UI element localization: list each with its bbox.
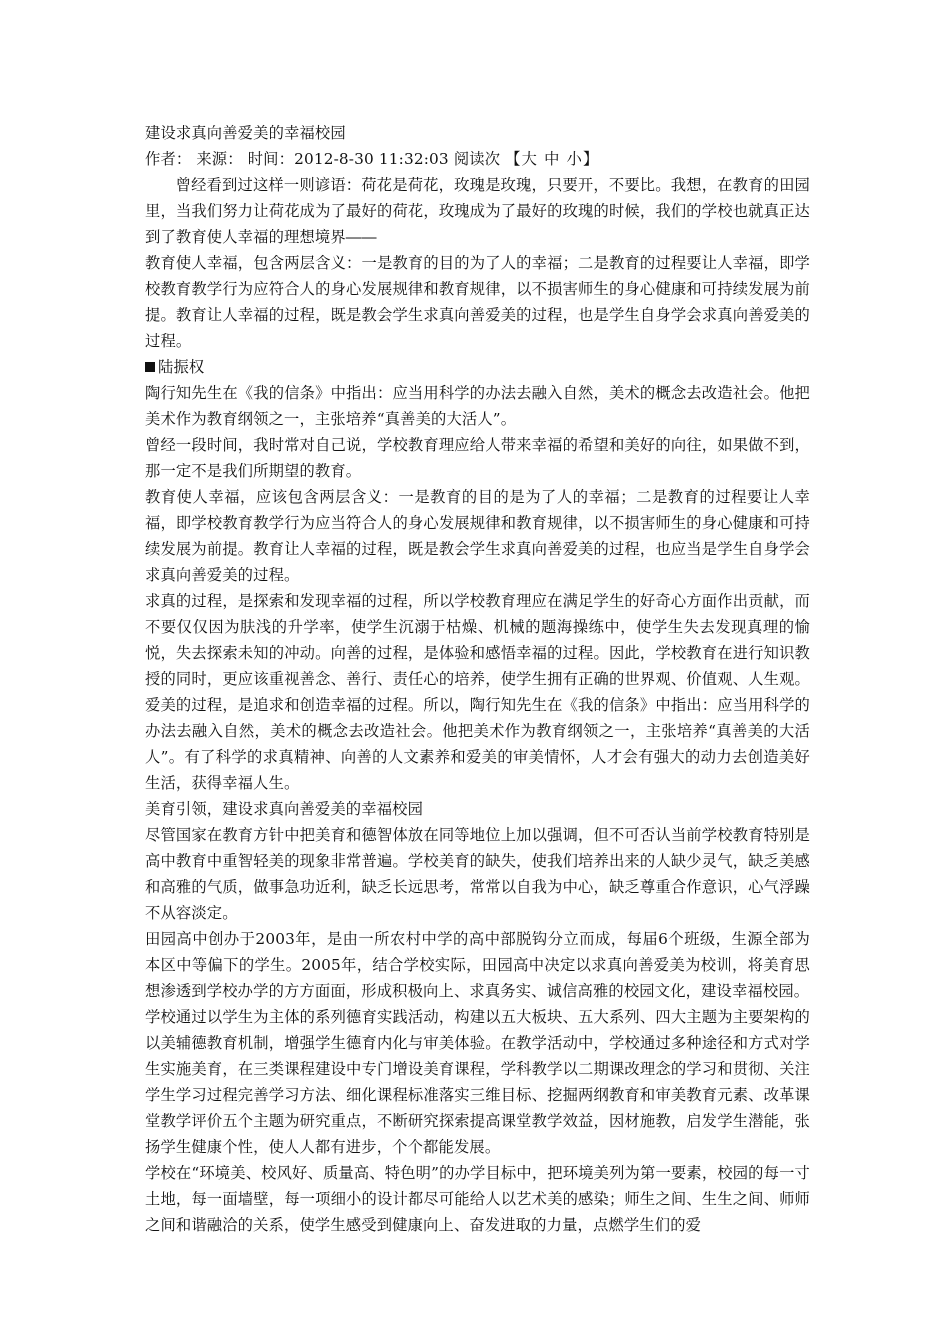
font-size-medium-link[interactable]: 中 bbox=[544, 150, 560, 168]
font-size-bracket-open: 【 bbox=[505, 150, 521, 168]
paragraph-school-history: 田园高中创办于2003年，是由一所农村中学的高中部脱钩分立而成，每届6个班级，生源全部为本区中等偏下的学生。2005年，结合学校实际，田园高中决定以求真向善爱美为校训，将美育思想渗透到学校办学的方方面面，形成积极向上、求真务实、诚信高雅的校园文化，建设幸福校园。 bbox=[145, 930, 810, 1000]
paragraph-quote: 陶行知先生在《我的信条》中指出：应当用科学的办法去融入自然，美术的概念去改造社会。他把美术作为教育纲领之一，主张培养“真善美的大活人”。 bbox=[145, 384, 810, 428]
article-title: 建设求真向善爱美的幸福校园 bbox=[145, 124, 346, 142]
black-square-icon bbox=[145, 362, 155, 372]
paragraph-reflection: 曾经一段时间，我时常对自己说，学校教育理应给人带来幸福的希望和美好的向往，如果做不到，那一定不是我们所期望的教育。 bbox=[145, 436, 810, 480]
views-label: 阅读次 bbox=[453, 150, 501, 168]
paragraph-process: 求真的过程，是探索和发现幸福的过程，所以学校教育理应在满足学生的好奇心方面作出贡献，而不要仅仅因为肤浅的升学率，使学生沉溺于枯燥、机械的题海操练中，使学生失去发现真理的愉悦，失去探索未知的冲动。向善的过程，是体验和感悟幸福的过程。因此，学校教育在进行知识教授的同时，更应该重视善念、善行、责任心的培养，使学生拥有正确的世界观、价值观、人生观。爱美的过程，是追求和创造幸福的过程。所以，陶行知先生在《我的信条》中指出：应当用科学的办法去融入自然，美术的概念去改造社会。他把美术作为教育纲领之一，主张培养“真善美的大活人”。有了科学的求真精神、向善的人文素养和爱美的审美情怀，人才会有强大的动力去创造美好生活，获得幸福人生。 bbox=[145, 592, 810, 792]
paragraph-intro: 教育使人幸福，包含两层含义：一是教育的目的为了人的幸福；二是教育的过程要让人幸福，即学校教育教学行为应符合人的身心发展规律和教育规律，以不损害师生的身心健康和可持续发展为前提。教育让人幸福的过程，既是教会学生求真向善爱美的过程，也是学生自身学会求真向善爱美的过程。 bbox=[145, 254, 810, 350]
font-size-bracket-close: 】 bbox=[583, 150, 599, 168]
article-meta bbox=[145, 146, 810, 172]
source-label: 来源： bbox=[196, 150, 243, 168]
paragraph-policy: 尽管国家在教育方针中把美育和德智体放在同等地位上加以强调，但不可否认当前学校教育特别是高中教育中重智轻美的现象非常普遍。学校美育的缺失，使我们培养出来的人缺少灵气，缺乏美感和高雅的气质，做事急功近利，缺乏长远思考，常常以自我为中心，缺乏尊重合作意识，心气浮躁不从容淡定。 bbox=[145, 826, 810, 922]
time-label: 时间： bbox=[247, 150, 295, 168]
font-size-large-link[interactable]: 大 bbox=[521, 150, 538, 168]
article bbox=[145, 120, 810, 1238]
time-value: 2012-8-30 11:32:03 bbox=[294, 150, 449, 168]
paragraph-proverb: 曾经看到过这样一则谚语：荷花是荷花，玫瑰是玫瑰，只要开，不要比。我想，在教育的田园里，当我们努力让荷花成为了最好的荷花，玫瑰成为了最好的玫瑰的时候，我们的学校也就真正达到了教育使人幸福的理想境界―― bbox=[145, 176, 810, 246]
author-label: 作者： bbox=[145, 150, 192, 168]
paragraph-environment: 学校在“环境美、校风好、质量高、特色明”的办学目标中，把环境美列为第一要素，校园的每一寸土地，每一面墙壁，每一项细小的设计都尽可能给人以艺术美的感染；师生之间、生生之间、师师之间和谐融洽的关系，使学生感受到健康向上、奋发进取的力量，点燃学生们的爱 bbox=[145, 1164, 810, 1234]
author-byline bbox=[145, 354, 810, 380]
author-name: 陆振权 bbox=[158, 358, 205, 376]
font-size-small-link[interactable]: 小 bbox=[566, 150, 583, 168]
paragraph-definition: 教育使人幸福，应该包含两层含义：一是教育的目的是为了人的幸福；二是教育的过程要让人幸福，即学校教育教学行为应当符合人的身心发展规律和教育规律，以不损害师生的身心健康和可持续发展为前提。教育让人幸福的过程，既是教会学生求真向善爱美的过程，也应当是学生自身学会求真向善爱美的过程。 bbox=[145, 488, 810, 584]
section-heading: 美育引领，建设求真向善爱美的幸福校园 bbox=[145, 800, 424, 818]
paragraph-activities: 学校通过以学生为主体的系列德育实践活动，构建以五大板块、五大系列、四大主题为主要架构的以美辅德教育机制，增强学生德育内化与审美体验。在教学活动中，学校通过多种途径和方式对学生实施美育，在三类课程建设中专门增设美育课程，学科教学以二期课改理念的学习和贯彻、关注学生学习过程完善学习方法、细化课程标准落实三维目标、挖掘两纲教育和审美教育元素、改革课堂教学评价五个主题为研究重点，不断研究探索提高课堂教学效益，因材施教，启发学生潜能，张扬学生健康个性，使人人都有进步，个个都能发展。 bbox=[145, 1008, 810, 1156]
